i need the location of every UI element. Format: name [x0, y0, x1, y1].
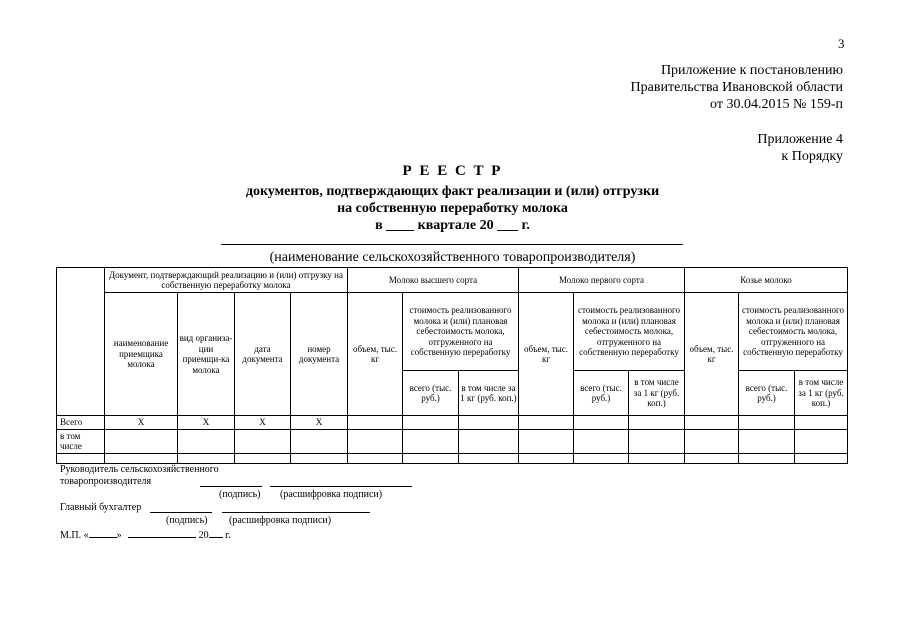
table-cell	[739, 453, 795, 463]
table-cell	[105, 429, 178, 453]
col-first-cost: стоимость реализованного молока и (или) плановая себестоимость молока, отгруженного на собственную переработку	[574, 293, 685, 371]
group-goat-milk-header: Козье молоко	[685, 268, 848, 293]
appendix-line-1: Приложение 4	[757, 132, 843, 147]
x-mark: X	[178, 416, 235, 430]
table-row-including	[57, 429, 848, 453]
table-cell	[403, 416, 459, 430]
subtitle-line-3: в ____ квартале 20 ___ г.	[375, 218, 530, 233]
table-cell	[105, 453, 178, 463]
group-premium-milk-header: Молоко высшего сорта	[348, 268, 519, 293]
producer-name-line	[221, 244, 683, 245]
col-premium-per-kg: в том числе за 1 кг (руб. коп.)	[459, 371, 519, 416]
accountant-signature-line	[150, 512, 212, 513]
table-cell	[574, 416, 629, 430]
row-label-header	[57, 268, 105, 416]
head-label-line-2: товаропроизводителя	[60, 476, 152, 487]
col-doc-date: дата документа	[235, 293, 291, 416]
col-goat-cost: стоимость реализованного молока и (или) плановая себестоимость молока, отгруженного на собственную переработку	[739, 293, 848, 371]
table-cell	[795, 453, 848, 463]
table-cell	[685, 416, 739, 430]
month-blank	[128, 527, 196, 538]
table-cell	[57, 453, 105, 463]
page-number: 3	[838, 36, 845, 51]
head-signature-line	[200, 486, 262, 487]
table-cell	[574, 429, 629, 453]
stamp-date-line	[60, 527, 231, 542]
head-label-line-1: Руководитель сельскохозяйственного	[60, 464, 219, 475]
table-cell	[459, 416, 519, 430]
stamp-prefix: М.П. «	[60, 530, 89, 541]
table-cell	[629, 429, 685, 453]
table-cell	[291, 429, 348, 453]
table-cell	[178, 429, 235, 453]
table-cell	[459, 453, 519, 463]
row-total-label: Всего	[57, 416, 105, 430]
head-signature-caption: (подпись)	[219, 489, 261, 500]
col-receiver-name: наименование приемщика молока	[105, 293, 178, 416]
table-cell	[348, 429, 403, 453]
table-cell	[795, 416, 848, 430]
table-cell	[739, 429, 795, 453]
document-subtitle	[0, 183, 905, 234]
approval-reference	[631, 62, 843, 113]
document-title: Р Е Е С Т Р	[402, 163, 503, 179]
col-first-total: всего (тыс. руб.)	[574, 371, 629, 416]
table-cell	[685, 453, 739, 463]
table-cell	[403, 453, 459, 463]
subtitle-line-1: документов, подтверждающих факт реализации и (или) отгрузки	[245, 184, 660, 199]
accountant-label: Главный бухгалтер	[60, 502, 142, 513]
col-premium-total: всего (тыс. руб.)	[403, 371, 459, 416]
group-first-grade-milk-header: Молоко первого сорта	[519, 268, 685, 293]
table-cell	[629, 416, 685, 430]
approval-line-1: Приложение к постановлению	[660, 63, 843, 78]
col-premium-volume: объем, тыс. кг	[348, 293, 403, 416]
table-cell	[795, 429, 848, 453]
table-cell	[519, 429, 574, 453]
col-goat-per-kg: в том числе за 1 кг (руб. коп.)	[795, 371, 848, 416]
table-row-total	[57, 416, 848, 430]
table-cell	[519, 453, 574, 463]
table-cell	[629, 453, 685, 463]
col-goat-total: всего (тыс. руб.)	[739, 371, 795, 416]
table-cell	[403, 429, 459, 453]
table-cell	[348, 453, 403, 463]
stamp-year: 20	[198, 530, 209, 541]
table-cell	[235, 453, 291, 463]
head-decoding-line	[270, 486, 412, 487]
stamp-quote-close: »	[116, 530, 122, 541]
table-cell	[519, 416, 574, 430]
appendix-reference	[757, 131, 843, 165]
approval-line-2: Правительства Ивановской области	[630, 80, 843, 95]
col-first-per-kg: в том числе за 1 кг (руб. коп.)	[629, 371, 685, 416]
table-cell	[739, 416, 795, 430]
table-cell	[574, 453, 629, 463]
x-mark: X	[291, 416, 348, 430]
col-org-type: вид организа-ции приемщи-ка молока	[178, 293, 235, 416]
approval-line-3: от 30.04.2015 № 159-п	[710, 97, 843, 112]
head-signature-label	[60, 464, 219, 488]
accountant-decoding-line	[222, 512, 370, 513]
accountant-decoding-caption: (расшифровка подписи)	[229, 515, 332, 526]
table-row-empty	[57, 453, 848, 463]
table-cell	[178, 453, 235, 463]
table-cell	[459, 429, 519, 453]
col-first-volume: объем, тыс. кг	[519, 293, 574, 416]
subtitle-line-2: на собственную переработку молока	[337, 201, 568, 216]
table-cell	[348, 416, 403, 430]
stamp-suffix: г.	[225, 530, 231, 541]
accountant-signature-caption: (подпись)	[166, 515, 208, 526]
col-premium-cost: стоимость реализованного молока и (или) плановая себестоимость молока, отгруженного на собственную переработку	[403, 293, 519, 371]
appendix-line-2: к Порядку	[781, 149, 843, 164]
col-goat-volume: объем, тыс. кг	[685, 293, 739, 416]
x-mark: X	[105, 416, 178, 430]
row-including-label: в том числе	[57, 429, 105, 453]
group-document-header: Документ, подтверждающий реализацию и (или) отгрузку на собственную переработку молока	[105, 268, 348, 293]
table-cell	[235, 429, 291, 453]
col-doc-number: номер документа	[291, 293, 348, 416]
table-cell	[291, 453, 348, 463]
year-blank	[209, 527, 223, 538]
x-mark: X	[235, 416, 291, 430]
day-blank	[89, 527, 117, 538]
head-decoding-caption: (расшифровка подписи)	[280, 489, 383, 500]
table-cell	[685, 429, 739, 453]
registry-table	[56, 267, 848, 464]
producer-caption: (наименование сельскохозяйственного товаропроизводителя)	[269, 250, 636, 265]
